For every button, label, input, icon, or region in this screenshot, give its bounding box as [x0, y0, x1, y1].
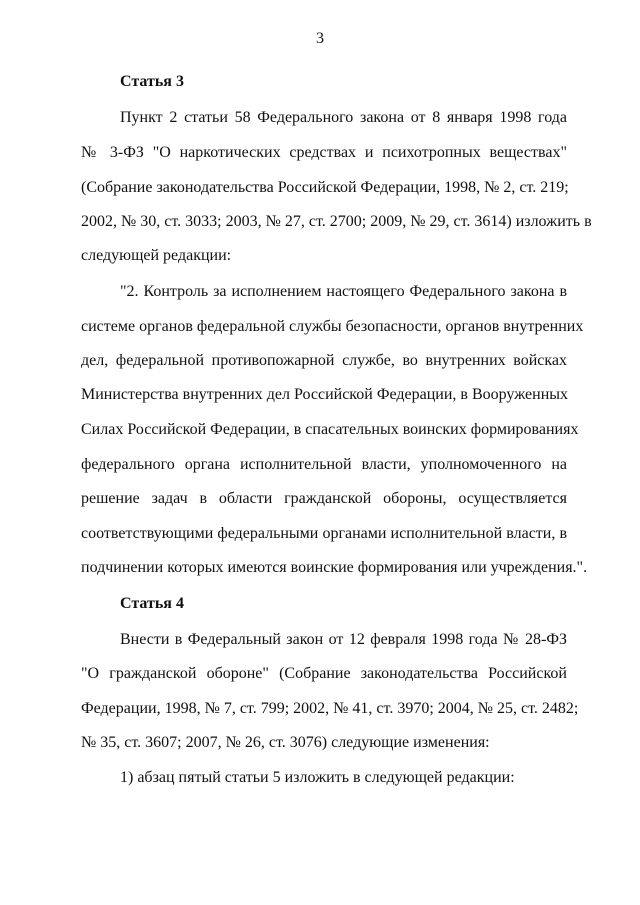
article-4-heading: Статья 4 — [120, 595, 184, 612]
article-3-p2-line-4: Министерства внутренних дел Российской Федерации, в Вооруженных — [81, 386, 569, 403]
article-3-p2-line-6: федерального органа исполнительной власти, уполномоченного на — [81, 456, 567, 473]
article-4-item-1: 1) абзац пятый статьи 5 изложить в следующей редакции: — [120, 769, 515, 786]
article-4-p1-line-3: Федерации, 1998, № 7, ст. 799; 2002, № 41, ст. 3970; 2004, № 25, ст. 2482; — [81, 700, 579, 717]
article-4-p1-line-1: Внести в Федеральный закон от 12 февраля 1998 года № 28-ФЗ — [120, 631, 567, 648]
article-3-p2-line-7: решение задач в области гражданской обороны, осуществляется — [81, 490, 567, 507]
article-3-p2-line-3: дел, федеральной противопожарной службе, во внутренних войсках — [81, 352, 567, 369]
article-3-p1-line-5: следующей редакции: — [81, 247, 232, 264]
article-3-p1-line-3: (Собрание законодательства Российской Федерации, 1998, № 2, ст. 219; — [81, 179, 569, 196]
article-3-p2-line-9: подчинении которых имеются воинские формирования или учреждения.". — [81, 559, 588, 576]
article-3-p1-line-4: 2002, № 30, ст. 3033; 2003, № 27, ст. 2700; 2009, № 29, ст. 3614) изложить в — [81, 213, 592, 230]
article-3-p2-line-8: соответствующими федеральными органами исполнительной власти, в — [81, 525, 567, 542]
article-3-p1-line-2: № 3-ФЗ "О наркотических средствах и психотропных веществах" — [81, 144, 567, 161]
article-4-p1-line-2: "О гражданской обороне" (Собрание законодательства Российской — [81, 665, 567, 682]
article-3-p1-line-1: Пункт 2 статьи 58 Федерального закона от 8 января 1998 года — [120, 109, 567, 126]
page-number: 3 — [316, 30, 324, 47]
article-3-p2-line-2: системе органов федеральной службы безопасности, органов внутренних — [81, 318, 584, 335]
article-4-p1-line-4: № 35, ст. 3607; 2007, № 26, ст. 3076) следующие изменения: — [81, 734, 490, 751]
article-3-p2-line-5: Силах Российской Федерации, в спасательных воинских формированиях — [81, 421, 579, 438]
article-3-p2-line-1: "2. Контроль за исполнением настоящего Федерального закона в — [120, 283, 567, 300]
article-3-heading: Статья 3 — [120, 73, 184, 90]
